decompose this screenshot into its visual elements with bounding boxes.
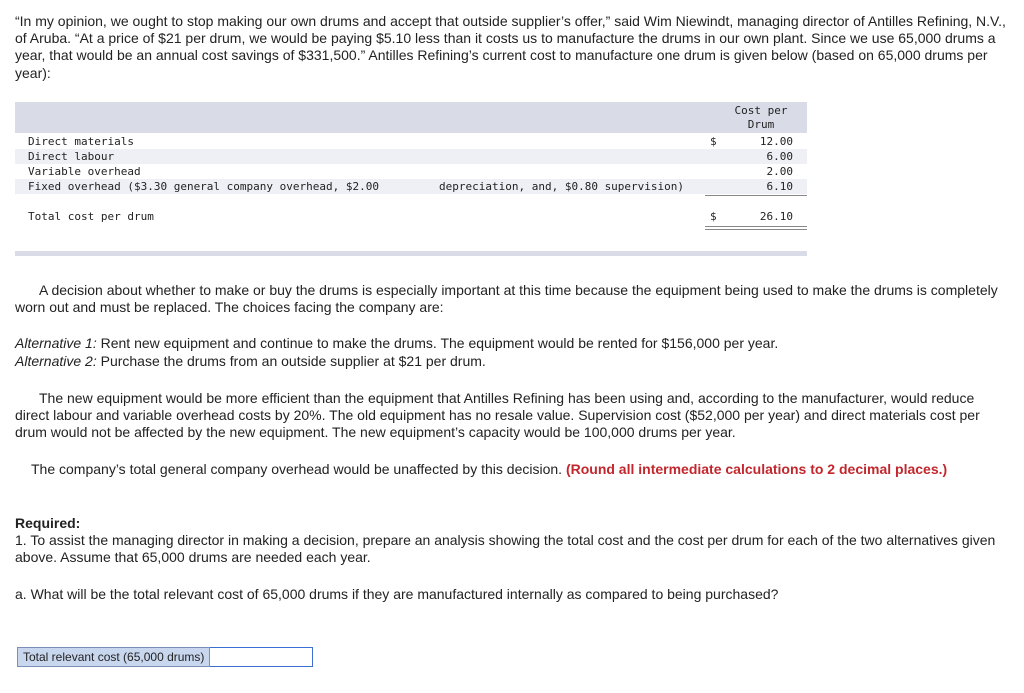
alternative-2-name: Alternative 2: [15,353,97,369]
column-header-cost-per-drum: Cost per Drum [734,104,788,131]
total-double-rule-bottom [705,229,807,230]
table-header [15,102,807,133]
total-double-rule-top [705,226,807,227]
required-text: 1. To assist the managing director in making a decision, prepare an analysis showing the total cost and the cost per drum for each of the two alternatives given above. Assume that 65,000 drums are needed each year. [15,532,996,566]
subtotal-rule [705,195,807,196]
table-row-total: Total cost per drum $ 26.10 [28,210,793,223]
answer-row [17,647,313,667]
intro-paragraph: “In my opinion, we ought to stop making our own drums and accept that outside supplier’s offer,” said Wim Niewindt, managing director of Antilles Refining, N.V., of Aruba. “At a price of $21 per drum, we would be paying $5.10 less than it costs us to manufacture the drums in our own plant. Since we use 65,000 drums a year, that would be an annual cost savings of $331,500.” Antilles Refining’s current cost to manufacture one drum is given below (based on 65,000 drums per year): [15,13,1006,81]
question-a: a. What will be the total relevant cost of 65,000 drums if they are manufactured internally as compared to being purchased? [15,586,779,602]
overhead-text: The company’s total general company overhead would be unaffected by this decision. [31,461,566,477]
alternative-2-text: Purchase the drums from an outside supplier at $21 per drum. [96,353,486,369]
table-bottom-bar [15,251,807,256]
table-row-direct-labour: Direct labour 6.00 [15,149,807,164]
alternative-1-text: Rent new equipment and continue to make the drums. The equipment would be rented for $156,000 per year. [96,335,779,351]
table-row-variable-overhead: Variable overhead 2.00 [28,165,793,178]
decision-paragraph: A decision about whether to make or buy the drums is especially important at this time because the equipment being used to make the drums is completely worn out and must be replaced. The choices facing the company are: [15,282,998,316]
alternative-1 [15,335,1010,352]
alternative-2 [15,353,1010,370]
total-relevant-cost-input[interactable] [210,647,313,667]
table-row-direct-materials: Direct materials $ 12.00 [28,135,793,148]
required-heading: Required: [15,515,81,531]
equipment-paragraph: The new equipment would be more efficient than the equipment that Antilles Refining has been using and, according to the manufacturer, would reduce direct labour and variable overhead costs by 20%. The old equipment has no resale value. Supervision cost ($52,000 per year) and direct materials cost per drum would not be affected by the new equipment. The new equipment’s capacity would be 100,000 drums per year. [15,390,980,441]
answer-label: Total relevant cost (65,000 drums) [17,647,210,667]
rounding-note: (Round all intermediate calculations to 2 decimal places.) [565,461,948,477]
overhead-paragraph [15,461,1010,478]
table-row-fixed-overhead: Fixed overhead ($3.30 general company overhead, $2.00 depreciation, and, $0.80 supervision) 6.10 [15,179,807,194]
alternative-1-name: Alternative 1: [15,335,97,351]
